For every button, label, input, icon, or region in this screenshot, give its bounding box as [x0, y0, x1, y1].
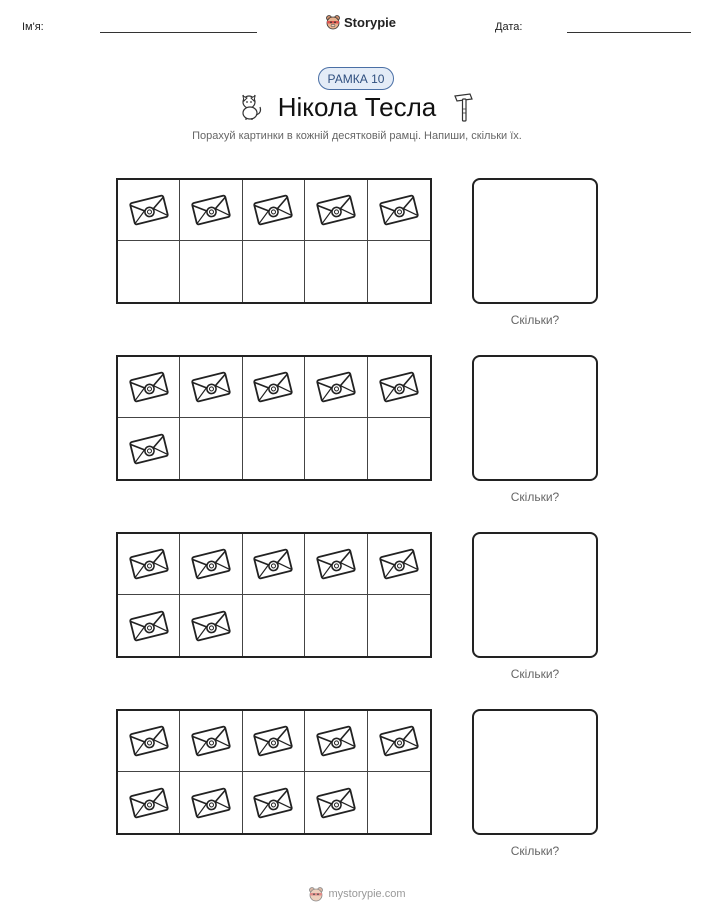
bear-logo-icon — [325, 14, 341, 30]
envelope-icon — [129, 609, 169, 643]
footer-site: mystorypie.com — [328, 888, 406, 900]
envelope-icon — [191, 724, 231, 758]
ten-frame-cell — [118, 711, 180, 772]
envelope-icon — [191, 193, 231, 227]
ten-frame — [116, 709, 432, 835]
ten-frame-cell — [180, 357, 242, 418]
ten-frame-cell — [118, 357, 180, 418]
ten-frame-cell — [305, 772, 367, 833]
name-field[interactable] — [100, 32, 257, 33]
envelope-icon — [253, 193, 293, 227]
envelope-icon — [129, 786, 169, 820]
ten-frame-cell — [368, 418, 430, 479]
how-many-label: Скільки? — [510, 667, 560, 681]
envelope-icon — [379, 724, 419, 758]
ten-frame-cell — [118, 772, 180, 833]
envelope-icon — [253, 547, 293, 581]
ten-frame-cell — [180, 241, 242, 302]
ten-frame-cell — [118, 418, 180, 479]
envelope-icon — [316, 724, 356, 758]
envelope-icon — [129, 724, 169, 758]
bear-logo-icon — [308, 886, 324, 902]
envelope-icon — [191, 609, 231, 643]
answer-box[interactable] — [472, 178, 598, 304]
envelope-icon — [129, 193, 169, 227]
answer-box[interactable] — [472, 532, 598, 658]
name-label: Ім'я: — [22, 21, 44, 33]
frame-badge: РАМКА 10 — [318, 67, 394, 90]
ten-frame-cell — [118, 534, 180, 595]
ten-frame-cell — [243, 534, 305, 595]
ten-frame-cell — [368, 534, 430, 595]
envelope-icon — [191, 786, 231, 820]
footer — [0, 886, 714, 902]
instructions: Порахуй картинки в кожній десятковій рамці. Напиши, скільки їх. — [192, 130, 522, 142]
ten-frame-cell — [368, 241, 430, 302]
ten-frame — [116, 532, 432, 658]
ten-frame — [116, 178, 432, 304]
ten-frame-cell — [368, 357, 430, 418]
envelope-icon — [253, 786, 293, 820]
ten-frame-cell — [368, 711, 430, 772]
envelope-icon — [316, 370, 356, 404]
envelope-icon — [379, 547, 419, 581]
ten-frame-cell — [243, 772, 305, 833]
ten-frame-cell — [305, 418, 367, 479]
envelope-icon — [316, 786, 356, 820]
answer-box[interactable] — [472, 355, 598, 481]
ten-frame-cell — [305, 534, 367, 595]
ten-frame-cell — [118, 180, 180, 241]
brand-name: Storypie — [344, 14, 397, 30]
envelope-icon — [379, 370, 419, 404]
ten-frame-cell — [180, 534, 242, 595]
envelope-icon — [316, 547, 356, 581]
ten-frame-cell — [368, 772, 430, 833]
hammer-icon — [452, 91, 476, 123]
ten-frame-cell — [305, 711, 367, 772]
ten-frame-cell — [118, 595, 180, 656]
how-many-label: Скільки? — [510, 844, 560, 858]
ten-frame-cell — [368, 595, 430, 656]
date-field[interactable] — [567, 32, 691, 33]
ten-frame-cell — [305, 180, 367, 241]
ten-frame-cell — [243, 418, 305, 479]
date-label: Дата: — [495, 21, 523, 33]
envelope-icon — [379, 193, 419, 227]
how-many-label: Скільки? — [510, 490, 560, 504]
envelope-icon — [129, 432, 169, 466]
ten-frame-cell — [243, 180, 305, 241]
envelope-icon — [191, 370, 231, 404]
how-many-label: Скільки? — [510, 313, 560, 327]
ten-frame-cell — [305, 357, 367, 418]
ten-frame-cell — [180, 180, 242, 241]
envelope-icon — [253, 370, 293, 404]
answer-box[interactable] — [472, 709, 598, 835]
envelope-icon — [129, 370, 169, 404]
ten-frame-cell — [368, 180, 430, 241]
envelope-icon — [129, 547, 169, 581]
ten-frame-cell — [305, 241, 367, 302]
ten-frame-cell — [180, 772, 242, 833]
ten-frame-cell — [305, 595, 367, 656]
ten-frame-cell — [243, 711, 305, 772]
page-title: Нікола Тесла — [277, 92, 437, 122]
ten-frame-cell — [180, 595, 242, 656]
ten-frame-cell — [180, 711, 242, 772]
envelope-icon — [191, 547, 231, 581]
ten-frame-cell — [243, 241, 305, 302]
envelope-icon — [316, 193, 356, 227]
ten-frame-cell — [118, 241, 180, 302]
ten-frame — [116, 355, 432, 481]
brand-logo — [325, 14, 396, 30]
ten-frame-cell — [180, 418, 242, 479]
ten-frame-cell — [243, 595, 305, 656]
envelope-icon — [253, 724, 293, 758]
ten-frame-cell — [243, 357, 305, 418]
